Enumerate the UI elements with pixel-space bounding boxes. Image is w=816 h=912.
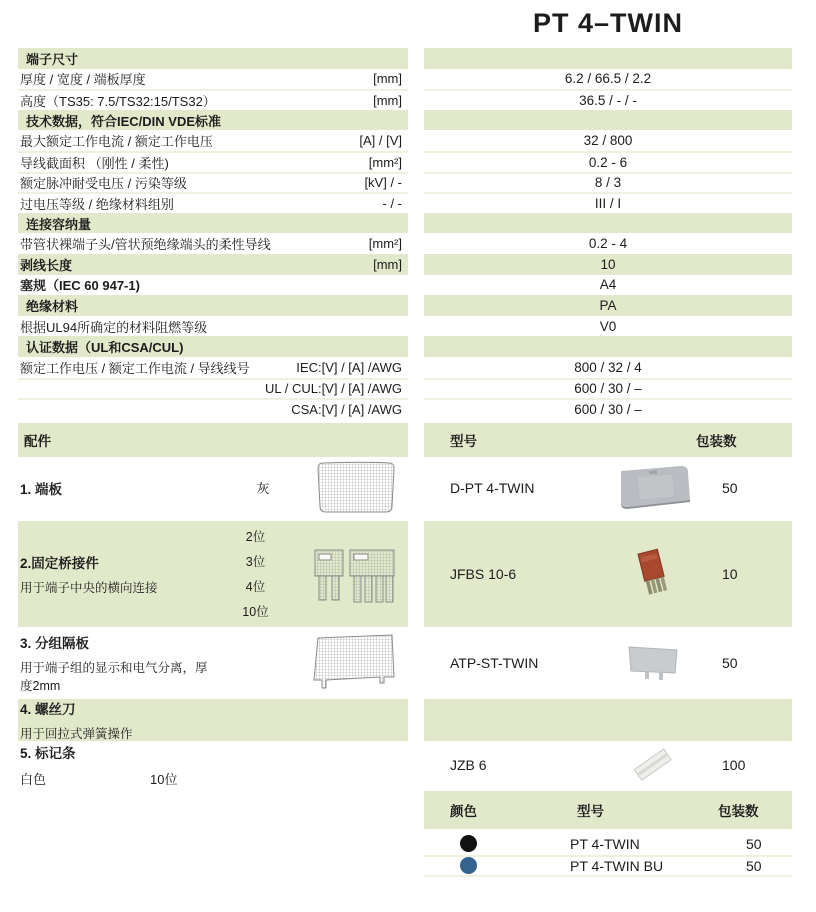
color-table-row xyxy=(424,855,792,877)
section-header-technical xyxy=(18,110,408,131)
spec-row xyxy=(18,130,408,151)
spec-row xyxy=(18,89,408,110)
color-cell xyxy=(424,857,572,874)
product-model: D-PT 4-TWIN xyxy=(450,479,535,496)
section-label: 技术数据，符合IEC/DIN VDE标准 xyxy=(26,113,222,129)
accessory-image-cell xyxy=(293,521,408,627)
spec-value: 800 / 32 / 4 xyxy=(574,359,642,375)
accessory-desc: 用于回拉式弹簧操作 xyxy=(20,726,133,741)
spec-row xyxy=(18,69,408,90)
section-header-insulation xyxy=(18,295,408,316)
accessory-text xyxy=(18,521,218,627)
product-image-cell xyxy=(584,543,722,605)
spec-unit: [mm²] xyxy=(368,154,402,170)
bridges-drawing-image xyxy=(314,542,396,606)
black-color-dot xyxy=(460,835,477,852)
section-header-connection xyxy=(18,213,408,234)
spec-value: 0.2 - 4 xyxy=(588,236,628,252)
pack-column-header: 包装数 xyxy=(696,433,737,449)
model-name: PT 4-TWIN BU xyxy=(570,857,664,874)
bridge-photo-image xyxy=(631,543,675,605)
spec-unit: UL / CUL:[V] / [A] /AWG xyxy=(264,381,402,397)
spec-unit: [A] / [V] xyxy=(359,133,402,149)
spec-value: III / I xyxy=(594,195,622,211)
product-row-bridge xyxy=(424,521,792,627)
spec-value: A4 xyxy=(599,277,617,293)
accessory-desc: 用于端子组的显示和电气分离，厚度2mm xyxy=(20,660,208,693)
accessory-row-end-plate xyxy=(18,457,408,519)
section-label: 端子尺寸 xyxy=(26,51,79,67)
spec-value: V0 xyxy=(599,318,617,334)
product-pack-qty: 50 xyxy=(722,654,738,671)
color-table-row xyxy=(424,833,792,855)
value-row xyxy=(424,172,792,193)
spec-value: 0.2 - 6 xyxy=(588,154,628,170)
color-cell xyxy=(424,835,572,852)
product-title: PT 4–TWIN xyxy=(532,8,683,38)
accessory-row-marker-strip xyxy=(18,743,408,787)
spec-row xyxy=(18,378,408,399)
accessory-title: 2.固定桥接件 xyxy=(20,555,99,571)
products-header xyxy=(424,423,792,457)
accessory-desc: 用于端子中央的横向连接 xyxy=(20,580,158,595)
color-table-header xyxy=(424,791,792,829)
accessories-header xyxy=(18,423,408,457)
spec-value: 600 / 30 / – xyxy=(574,401,642,417)
size-option: 2位 xyxy=(245,530,266,545)
spec-unit: [kV] / - xyxy=(364,175,402,191)
value-row xyxy=(424,378,792,399)
accessory-row-bridges xyxy=(18,521,408,627)
marker-strip-photo-image xyxy=(627,745,679,785)
spec-value: PA xyxy=(599,297,617,313)
spec-value: 32 / 800 xyxy=(583,133,633,149)
section-label: 绝缘材料 xyxy=(26,298,79,314)
spec-unit: [mm] xyxy=(373,256,402,272)
spec-value: 600 / 30 / – xyxy=(574,381,642,397)
value-row xyxy=(424,254,792,275)
spec-value: 10 xyxy=(600,256,616,272)
content-columns xyxy=(18,48,792,877)
spec-row xyxy=(18,151,408,172)
color-column-header: 颜色 xyxy=(450,803,477,819)
spec-value: 8 / 3 xyxy=(594,175,622,191)
value-row xyxy=(424,316,792,337)
spec-label: 塞规（IEC 60 947-1) xyxy=(20,278,140,294)
value-row xyxy=(424,357,792,378)
partition-photo-image xyxy=(625,643,681,683)
value-band xyxy=(424,336,792,357)
spec-row xyxy=(18,192,408,213)
spec-labels-column xyxy=(18,48,408,877)
value-row xyxy=(424,398,792,419)
spec-label: 过电压等级 / 绝缘材料组别 xyxy=(20,196,174,212)
accessory-sizes xyxy=(218,521,293,627)
value-row xyxy=(424,275,792,296)
size-option: 3位 xyxy=(245,555,266,570)
spec-row xyxy=(18,357,408,378)
pack-qty: 50 xyxy=(746,857,762,874)
accessory-image-cell xyxy=(308,457,408,519)
accessory-title: 1. 端板 xyxy=(20,481,63,497)
spec-label: 导线截面积 （刚性 / 柔性) xyxy=(20,155,169,171)
spec-values-column xyxy=(424,48,792,877)
product-model: JZB 6 xyxy=(450,756,487,773)
end-plate-photo-image xyxy=(611,464,695,512)
spec-unit: - / - xyxy=(382,195,402,211)
product-image-cell xyxy=(584,643,722,683)
product-row-empty xyxy=(424,699,792,741)
spec-value: 6.2 / 66.5 / 2.2 xyxy=(564,71,652,87)
spec-label: 高度（TS35: 7.5/TS32:15/TS32） xyxy=(20,93,216,109)
section-header-dimensions xyxy=(18,48,408,69)
accessory-row-partition xyxy=(18,629,408,697)
spec-unit: CSA:[V] / [A] /AWG xyxy=(291,401,402,417)
spec-row xyxy=(18,233,408,254)
accessory-option: 白色 xyxy=(20,771,47,787)
partition-drawing-image xyxy=(310,633,396,693)
value-row xyxy=(424,151,792,172)
accessory-text xyxy=(18,699,408,741)
spec-value: 36.5 / - / - xyxy=(579,92,637,108)
section-label: 连接容纳量 xyxy=(26,216,92,232)
product-row-end-plate xyxy=(424,457,792,519)
accessory-text xyxy=(18,457,218,519)
spec-row xyxy=(18,316,408,337)
product-model: ATP-ST-TWIN xyxy=(450,654,539,671)
spec-unit: [mm] xyxy=(373,92,402,108)
spec-label: 根据UL94所确定的材料阻燃等级 xyxy=(20,319,208,335)
model-column-header: 型号 xyxy=(450,433,477,449)
product-row-partition xyxy=(424,629,792,697)
value-row xyxy=(424,89,792,110)
product-image-cell xyxy=(584,464,722,512)
spec-row xyxy=(18,172,408,193)
accessory-image-cell xyxy=(208,629,408,697)
product-model: JFBS 10-6 xyxy=(450,565,517,582)
model-name: PT 4-TWIN xyxy=(570,835,640,852)
accessory-title: 5. 标记条 xyxy=(20,745,76,761)
spec-unit: [mm] xyxy=(373,71,402,87)
value-band xyxy=(424,110,792,131)
section-header-approvals xyxy=(18,336,408,357)
spec-label: 厚度 / 宽度 / 端板厚度 xyxy=(20,72,146,88)
spec-label: 额定工作电压 / 额定工作电流 / 导线线号 xyxy=(20,360,250,376)
accessory-row-screwdriver xyxy=(18,699,408,741)
product-pack-qty: 10 xyxy=(722,565,738,582)
value-band xyxy=(424,213,792,234)
value-row xyxy=(424,295,792,316)
product-image-cell xyxy=(584,745,722,785)
product-pack-qty: 50 xyxy=(722,479,738,496)
product-pack-qty: 100 xyxy=(722,756,746,773)
accessory-title: 4. 螺丝刀 xyxy=(20,701,76,717)
size-option: 4位 xyxy=(245,580,266,595)
spec-unit: IEC:[V] / [A] /AWG xyxy=(296,359,402,375)
value-row xyxy=(424,130,792,151)
value-row xyxy=(424,192,792,213)
spec-label: 剥线长度 xyxy=(20,257,73,273)
accessories-header-label: 配件 xyxy=(24,433,51,449)
blue-color-dot xyxy=(460,857,477,874)
spec-row xyxy=(18,398,408,419)
spec-label: 额定脉冲耐受电压 / 污染等级 xyxy=(20,176,187,192)
value-row xyxy=(424,69,792,90)
spec-label: 最大额定工作电流 / 额定工作电压 xyxy=(20,134,213,150)
size-option: 10位 xyxy=(242,605,269,620)
accessory-text xyxy=(18,629,208,697)
accessory-option-line xyxy=(20,769,408,788)
value-band xyxy=(424,48,792,69)
spec-row-strip-length xyxy=(18,254,408,275)
pack-qty: 50 xyxy=(746,835,762,852)
accessory-title: 3. 分组隔板 xyxy=(20,635,90,651)
spec-unit: [mm²] xyxy=(368,236,402,252)
end-plate-drawing-image xyxy=(316,461,396,514)
spec-label: 带管状裸端子头/管状预绝缘端头的柔性导线 xyxy=(20,237,271,253)
model-column-header: 型号 xyxy=(577,803,604,819)
pack-column-header: 包装数 xyxy=(718,803,759,819)
accessory-option: 灰 xyxy=(256,481,270,497)
value-row xyxy=(424,233,792,254)
size-option: 10位 xyxy=(150,771,178,787)
spec-row-gauge xyxy=(18,275,408,296)
product-row-marker xyxy=(424,743,792,787)
section-label: 认证数据（UL和CSA/CUL) xyxy=(26,340,184,356)
